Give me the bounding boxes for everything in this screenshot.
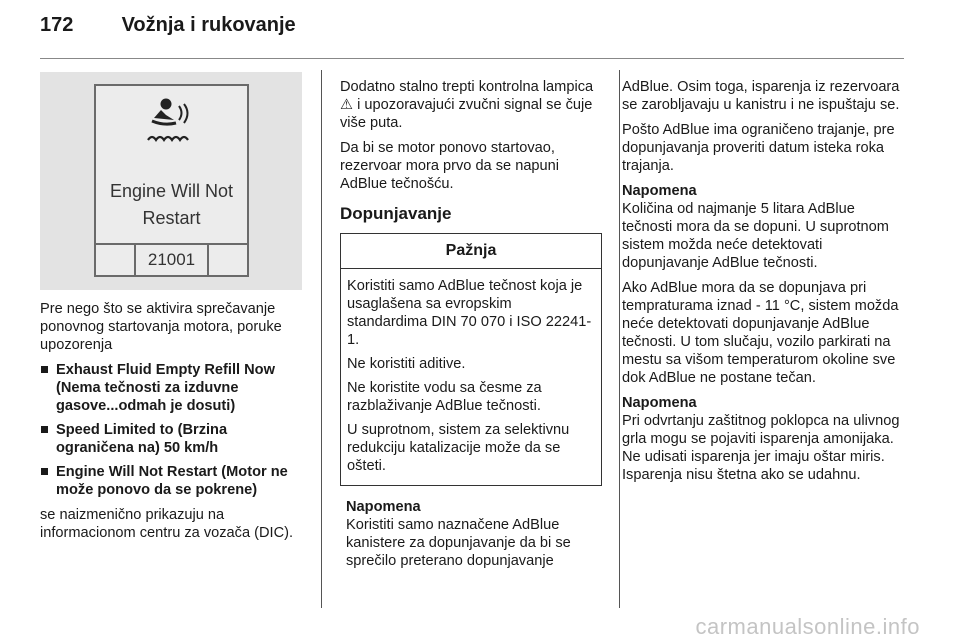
bullet-icon — [41, 366, 48, 373]
chapter-title: Vožnja i rukovanje — [121, 14, 296, 36]
caution-body — [341, 269, 601, 485]
status-cell-left — [96, 245, 136, 275]
note — [340, 498, 602, 570]
note-text: Količina od najmanje 5 litara AdBlue tečnosti mora da se dopuni. U suprotnom sistem možda neće detektovati dopunjavanje AdBlue tečnosti. — [622, 201, 889, 271]
note-title: Napomena — [622, 183, 697, 199]
section-heading: Dopunjavanje — [340, 204, 452, 223]
column-2 — [340, 78, 602, 570]
display-message-line2: Restart — [142, 208, 201, 228]
caution-text: Koristiti samo AdBlue tečnost koja je usaglašena sa evropskim standardima DIN 70 070 i ISO 22241-1. — [347, 278, 592, 348]
note-text: Koristiti samo naznačene AdBlue kanistere za dopunjavanje da bi se sprečilo preterano dopunjavanje — [346, 517, 571, 569]
header-rule — [40, 58, 904, 59]
intro-text: Pre nego što se aktivira sprečavanje ponovnog startovanja motora, poruke upozorenja — [40, 301, 282, 353]
paragraph: AdBlue. Osim toga, isparenja iz rezervoara se zarobljavaju u kanistru i ne ispuštaju se. — [622, 79, 900, 113]
watermark: carmanualsonline.info — [695, 614, 920, 639]
display-code: 21001 — [136, 245, 209, 275]
list-item: Exhaust Fluid Empty Refill Now (Nema tečnosti za izduvne gasove...odmah je dosuti) — [40, 361, 302, 415]
column-3 — [622, 78, 906, 491]
column-divider-2 — [619, 70, 620, 608]
adblue-level-icon — [144, 96, 204, 160]
page-header — [40, 14, 296, 37]
caution-title: Pažnja — [341, 234, 601, 269]
bullet-icon — [41, 426, 48, 433]
list-item: Speed Limited to (Brzina ograničena na) 50 km/h — [40, 421, 302, 457]
page-number: 172 — [40, 14, 74, 36]
caution-text: Ne koristiti aditive. — [347, 356, 466, 372]
list-item: Engine Will Not Restart (Motor ne može ponovo da se pokrene) — [40, 463, 302, 499]
display-status-bar — [96, 243, 247, 275]
caution-text: U suprotnom, sistem za selektivnu redukciju katalizacije može da se ošteti. — [347, 422, 570, 474]
outro-text: se naizmenično prikazuju na informacionom centru za vozača (DIC). — [40, 507, 294, 541]
dic-display — [94, 84, 249, 277]
paragraph: Da bi se motor ponovo startovao, rezervoar mora prvo da se napuni AdBlue tečnošću. — [340, 140, 560, 192]
dic-display-figure — [40, 72, 302, 290]
paragraph: Pošto AdBlue ima ograničeno trajanje, pre dopunjavanja proveriti datum isteka roka trajanja. — [622, 122, 895, 174]
note-title: Napomena — [622, 395, 697, 411]
caution-box — [340, 233, 602, 486]
note-text: Pri odvrtanju zaštitnog poklopca na ulivnog grla mogu se pojaviti isparenja amonijaka. Ne udisati isparenja jer imaju oštar miris. Isparenja nisu štetna ako se udahnu. — [622, 413, 900, 483]
warning-messages-list — [40, 361, 302, 499]
bullet-icon — [41, 468, 48, 475]
column-divider-1 — [321, 70, 322, 608]
status-cell-right — [209, 245, 247, 275]
paragraph: Dodatno stalno trepti kontrolna lampica ⚠ i upozoravajući zvučni signal se čuje više puta. — [340, 79, 594, 131]
note-text: Ako AdBlue mora da se dopunjava pri tempraturama iznad - 11 °C, sistem možda neće detektovati dopunjavanje AdBlue tečnosti. U tom slučaju, vozilo parkirati na mestu sa višom temperaturom okoline sve dok AdBlue ne postane tečan. — [622, 280, 899, 386]
column-1 — [40, 300, 302, 549]
display-message-line1: Engine Will Not — [109, 181, 234, 201]
note-title: Napomena — [346, 499, 421, 515]
caution-text: Ne koristite vodu sa česme za razblaživanje AdBlue tečnosti. — [347, 380, 542, 414]
